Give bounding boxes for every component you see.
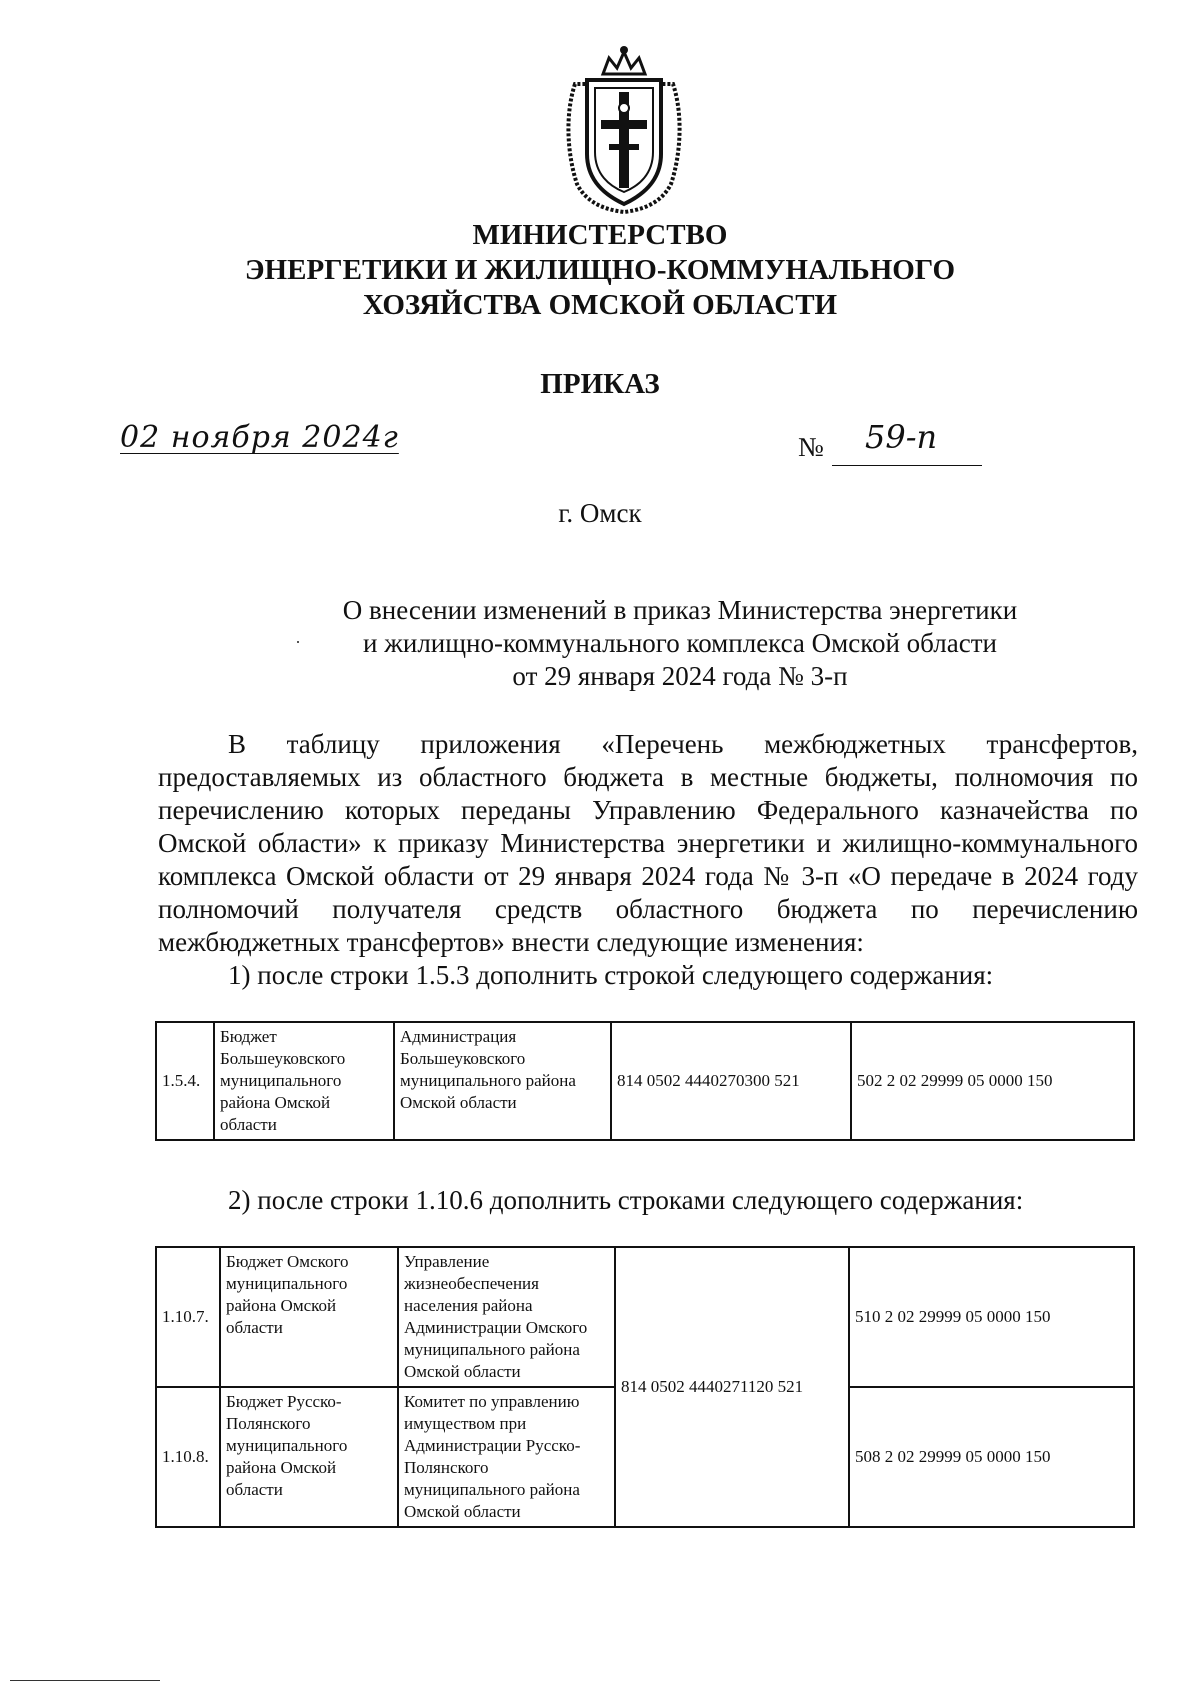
budget-cell: Бюджет Большеуковского муниципального района Омской области: [214, 1022, 394, 1140]
row-number: 1.10.8.: [156, 1387, 220, 1527]
number-label: №: [798, 432, 824, 462]
handwritten-number: 59-п: [865, 418, 938, 456]
expense-code-cell: 814 0502 4440270300 521: [611, 1022, 851, 1140]
ministry-name-line2: ЭНЕРГЕТИКИ И ЖИЛИЩНО-КОММУНАЛЬНОГО: [244, 254, 956, 286]
body-item1: 1) после строки 1.5.3 дополнить строкой следующего содержания:: [228, 960, 994, 990]
subject-line2: и жилищно-коммунального комплекса Омской области: [363, 628, 997, 658]
table-two-rows: [155, 1246, 1135, 1528]
number-underline: [832, 465, 982, 466]
table-row: [156, 1022, 1134, 1140]
administrator-cell: Управление жизнеобеспечения населения района Администрации Омского муниципального района Омской области: [398, 1247, 615, 1387]
body-item2: 2) после строки 1.10.6 дополнить строками следующего содержания:: [228, 1185, 1024, 1215]
scan-speck: [297, 641, 299, 643]
handwritten-date: 02 ноября 2024г: [120, 420, 399, 455]
row-number: 1.10.7.: [156, 1247, 220, 1387]
table-row: [156, 1247, 1134, 1387]
revenue-code-cell: 510 2 02 29999 05 0000 150: [849, 1247, 1134, 1387]
shared-expense-code-cell: 814 0502 4440271120 521: [615, 1247, 849, 1527]
body-paragraph: [158, 728, 1138, 992]
order-subject: [290, 594, 1070, 693]
subject-line1: О внесении изменений в приказ Министерства энергетики: [342, 595, 1018, 625]
budget-cell: Бюджет Русско-Полянского муниципального района Омской области: [220, 1387, 398, 1527]
revenue-code-cell: 502 2 02 29999 05 0000 150: [851, 1022, 1134, 1140]
body-main-text: В таблицу приложения «Перечень межбюджетных трансфертов, предоставляемых из областного бюджета в местные бюджеты, полномочия по перечислению которых переданы Управлению Федерального казначейства по Омской области» к приказу Министерства энергетики и жилищно-коммунального комплекса Омской области от 29 января 2024 года № 3-п «О передаче в 2024 году полномочий получателя средств областного бюджета по перечислению межбюджетных трансфертов» внести следующие изменения:: [158, 729, 1138, 957]
budget-cell: Бюджет Омского муниципального района Омской области: [220, 1247, 398, 1387]
table-single-row: [155, 1021, 1135, 1141]
footer-divider: [10, 1680, 160, 1681]
administrator-cell: Комитет по управлению имуществом при Администрации Русско-Полянского муниципального района Омской области: [398, 1387, 615, 1527]
city-name: г. Омск: [558, 498, 642, 528]
administrator-cell: Администрация Большеуковского муниципального района Омской области: [394, 1022, 611, 1140]
ministry-name-line3: ХОЗЯЙСТВА ОМСКОЙ ОБЛАСТИ: [362, 289, 838, 321]
ministry-name-line1: МИНИСТЕРСТВО: [472, 219, 728, 251]
document-type-title: ПРИКАЗ: [540, 368, 660, 400]
subject-line3: от 29 января 2024 года № 3-п: [512, 661, 848, 691]
revenue-code-cell: 508 2 02 29999 05 0000 150: [849, 1387, 1134, 1527]
coat-of-arms-icon: [563, 44, 685, 214]
row-number: 1.5.4.: [156, 1022, 214, 1140]
